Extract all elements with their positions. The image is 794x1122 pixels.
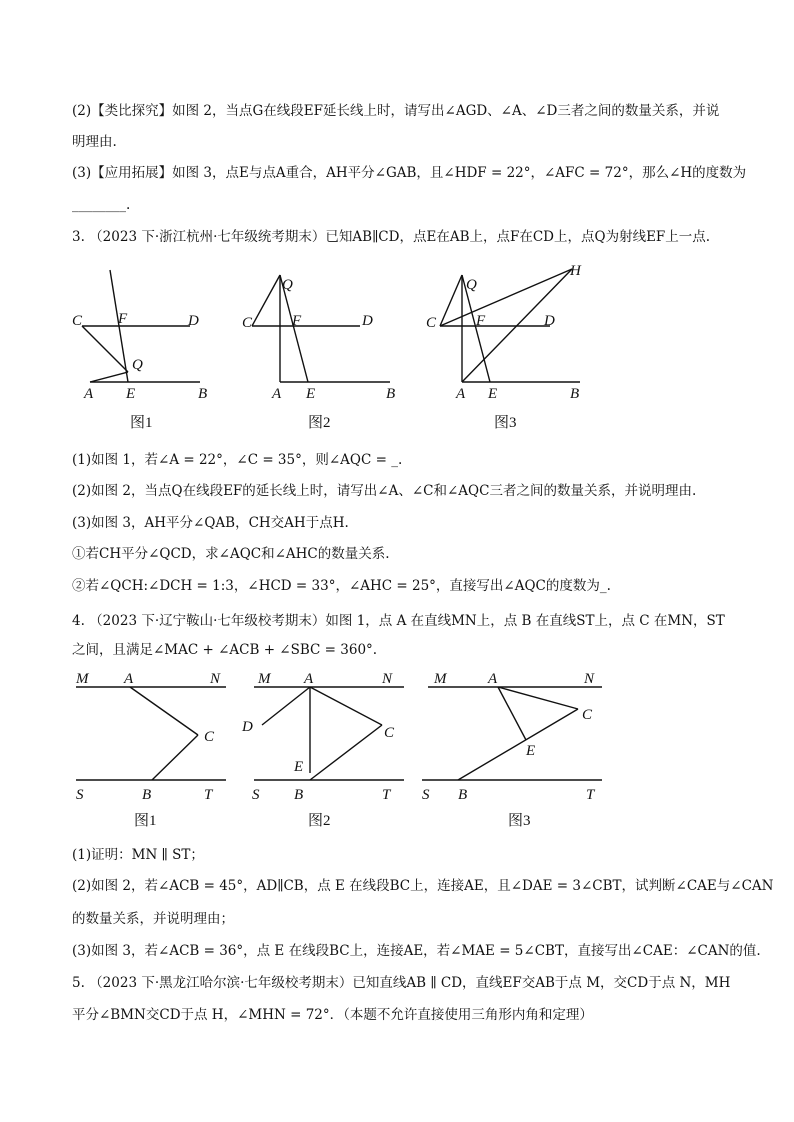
label-f: F — [476, 313, 486, 329]
text-line: (3)如图 3，若∠ACB = 36°，点 E 在线段BC上，连接AE，若∠MAE = 5∠CBT，直接写出∠CAE：∠CAN的值. — [72, 943, 761, 959]
text-line: 4. （2023 下·辽宁鞍山·七年级校考期末）如图 1，点 A 在直线MN上，点 B 在直线ST上，点 C 在MN，ST — [72, 613, 725, 629]
text-line: ②若∠QCH:∠DCH = 1:3，∠HCD = 33°，∠AHC = 25°，直接写出∠AQC的度数为_. — [72, 578, 611, 594]
text-line: 之间，且满足∠MAC + ∠ACB + ∠SBC = 360°. — [72, 642, 378, 658]
figure-caption: 图3 — [508, 813, 531, 829]
label-n: N — [584, 671, 595, 687]
label-a: A — [488, 671, 498, 687]
figure-caption: 图3 — [494, 415, 517, 431]
text-line: ①若CH平分∠QCD，求∠AQC和∠AHC的数量关系. — [72, 546, 390, 562]
label-n: N — [382, 671, 393, 687]
label-e: E — [126, 386, 136, 402]
figure-set-1 — [60, 255, 620, 440]
label-c: C — [204, 729, 215, 745]
label-e: E — [488, 386, 498, 402]
label-m: M — [258, 671, 271, 687]
label-q: Q — [282, 277, 293, 293]
label-e: E — [294, 759, 304, 775]
label-a: A — [456, 386, 466, 402]
text-line: 3. （2023 下·浙江杭州·七年级统考期末）已知AB∥CD，点E在AB上，点F在CD上，点Q为射线EF上一点. — [72, 229, 711, 245]
label-c: C — [384, 725, 395, 741]
label-b: B — [570, 386, 580, 402]
label-b: B — [458, 787, 468, 803]
text-line: (2)如图 2，当点Q在线段EF的延长线上时，请写出∠A、∠C和∠AQC三者之间的数量关系，并说明理由. — [72, 483, 697, 499]
label-t: T — [382, 787, 391, 803]
label-a: A — [272, 386, 282, 402]
figure-caption: 图2 — [308, 415, 331, 431]
label-d: D — [544, 313, 555, 329]
label-a: A — [124, 671, 134, 687]
label-d: D — [188, 313, 199, 329]
text-line: 平分∠BMN交CD于点 H，∠MHN = 72°．（本题不允许直接使用三角形内角和定理） — [72, 1007, 593, 1023]
label-a: A — [304, 671, 314, 687]
label-m: M — [434, 671, 447, 687]
label-f: F — [118, 311, 128, 327]
figure-caption: 图1 — [130, 415, 153, 431]
figure-caption: 图2 — [308, 813, 331, 829]
text-line: 明理由. — [72, 134, 117, 150]
label-t: T — [204, 787, 213, 803]
label-c: C — [582, 707, 593, 723]
figure-3 — [422, 687, 602, 780]
label-c: C — [72, 313, 83, 329]
label-s: S — [422, 787, 430, 803]
label-b: B — [198, 386, 208, 402]
text-line: (3)【应用拓展】如图 3，点E与点A重合，AH平分∠GAB，且∠HDF = 22°，∠AFC = 72°，那么∠H的度数为 — [72, 165, 747, 181]
label-d: D — [362, 313, 373, 329]
label-c: C — [426, 315, 437, 331]
label-f: F — [292, 313, 302, 329]
label-e: E — [306, 386, 316, 402]
text-line: (1)如图 1，若∠A = 22°，∠C = 35°，则∠AQC = _. — [72, 452, 403, 468]
figure-2 — [254, 687, 404, 780]
text-line: 的数量关系，并说明理由； — [72, 911, 234, 927]
label-c: C — [242, 315, 253, 331]
label-b: B — [294, 787, 304, 803]
label-m: M — [76, 671, 89, 687]
label-s: S — [252, 787, 260, 803]
label-s: S — [76, 787, 84, 803]
text-line: (2)如图 2，若∠ACB = 45°，AD∥CB，点 E 在线段BC上，连接AE，且∠DAE = 3∠CBT，试判断∠CAE与∠CAN — [72, 878, 774, 894]
figure-caption: 图1 — [134, 813, 157, 829]
text-line: 5. （2023 下·黑龙江哈尔滨·七年级校考期末）已知直线AB ∥ CD，直线EF交AB于点 M，交CD于点 N，MH — [72, 975, 731, 991]
label-b: B — [142, 787, 152, 803]
text-line: ________. — [72, 197, 131, 213]
figure-set-2 — [66, 665, 626, 837]
figure-3 — [440, 269, 580, 382]
label-t: T — [586, 787, 595, 803]
text-line: (2)【类比探究】如图 2，当点G在线段EF延长线上时，请写出∠AGD、∠A、∠D三者之间的数量关系，并说 — [72, 103, 720, 119]
text-line: (3)如图 3，AH平分∠QAB，CH交AH于点H. — [72, 515, 349, 531]
label-a: A — [84, 386, 94, 402]
label-q: Q — [132, 357, 143, 373]
text-line: (1)证明：MN ∥ ST； — [72, 847, 204, 863]
label-b: B — [386, 386, 396, 402]
label-d: D — [242, 719, 253, 735]
label-q: Q — [466, 277, 477, 293]
label-n: N — [210, 671, 221, 687]
label-e: E — [526, 743, 536, 759]
label-h: H — [570, 263, 581, 279]
